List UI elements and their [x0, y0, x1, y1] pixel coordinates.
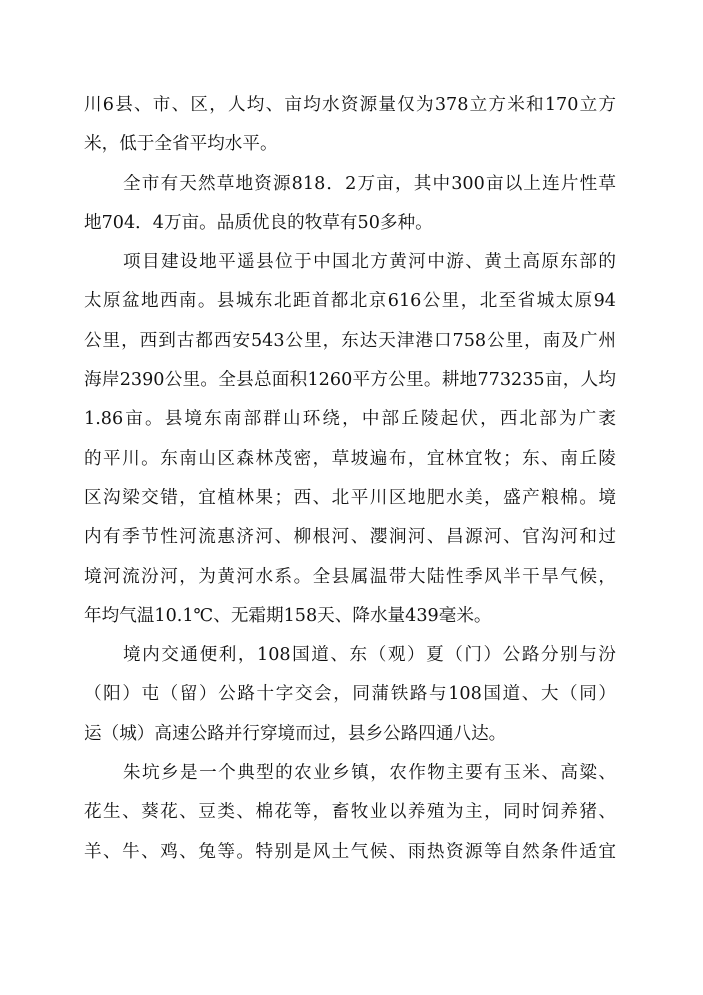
text-line: 运（城）高速公路并行穿境而过，县乡公路四通八达。: [84, 723, 507, 744]
document-page: [84, 86, 616, 872]
text-line: 年均气温10.1℃、无霜期158天、降水量439毫米。: [84, 605, 492, 626]
text-line: 地704．4万亩。品质优良的牧草有50多种。: [84, 212, 433, 233]
text-line: 川6县、市、区，人均、亩均水资源量仅为378立方米和170立方: [84, 95, 616, 115]
text-line: 公里，西到古都西安543公里，东达天津港口758公里，南及广州: [84, 330, 616, 351]
text-line: 海岸2390公里。全县总面积1260平方公里。耕地773235亩，人均: [84, 370, 616, 391]
text-line: 米，低于全省平均水平。: [84, 134, 278, 155]
text-line: 区沟梁交错，宜植林果；西、北平川区地肥水美，盛产粮棉。境: [84, 487, 616, 508]
text-line: 花生、葵花、豆类、棉花等，畜牧业以养殖为主，同时饲养猪、: [84, 802, 616, 823]
text-line: 1.86亩。县境东南部群山环绕，中部丘陵起伏，西北部为广袤: [84, 409, 616, 430]
text-line: 项目建设地平遥县位于中国北方黄河中游、黄土高原东部的: [123, 252, 616, 273]
text-line: 境河流汾河，为黄河水系。全县属温带大陆性季风半干旱气候，: [84, 566, 616, 587]
text-line: 境内交通便利，108国道、东（观）夏（门）公路分别与汾: [123, 645, 616, 666]
text-line: 朱坑乡是一个典型的农业乡镇，农作物主要有玉米、高粱、: [123, 763, 616, 784]
text-line: （阳）屯（留）公路十字交会，同蒲铁路与108国道、大（同）: [84, 684, 616, 705]
text-line: 羊、牛、鸡、兔等。特别是风土气候、雨热资源等自然条件适宜: [84, 841, 616, 862]
text-line: 的平川。东南山区森林茂密，草坡遍布，宜林宜牧；东、南丘陵: [84, 448, 616, 469]
text-line: 内有季节性河流惠济河、柳根河、瀴涧河、昌源河、官沟河和过: [84, 527, 616, 548]
text-line: 太原盆地西南。县城东北距首都北京616公里，北至省城太原94: [84, 291, 616, 312]
text-line: 全市有天然草地资源818．2万亩，其中300亩以上连片性草: [123, 173, 616, 194]
